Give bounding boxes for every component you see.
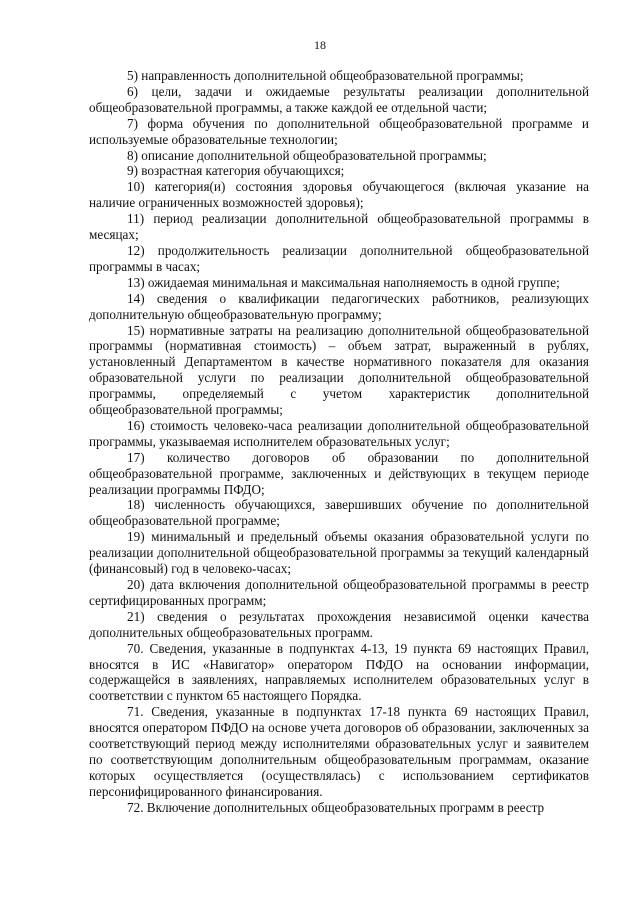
paragraph-item-20: 20) дата включения дополнительной общеобразовательной программы в реестр сертифицированных программ; xyxy=(89,577,589,608)
paragraph-item-7: 7) форма обучения по дополнительной общеобразовательной программе и используемые образовательные технологии; xyxy=(89,115,589,147)
paragraph-item-16: 16) стоимость человеко-часа реализации дополнительной общеобразовательной программы, указываемая исполнителем образовательных услуг; xyxy=(89,417,589,449)
body-text xyxy=(89,68,589,816)
paragraph-item-10: 10) категория(и) состояния здоровья обучающегося (включая указание на наличие ограниченных возможностей здоровья); xyxy=(89,179,589,211)
paragraph-item-14: 14) сведения о квалификации педагогических работников, реализующих дополнительную общеобразовательную программу; xyxy=(89,290,589,322)
paragraph-item-9: 9) возрастная категория обучающихся; xyxy=(127,163,345,179)
paragraph-item-15: 15) нормативные затраты на реализацию дополнительной общеобразовательной программы (нормативная стоимость) – объем затрат, выраженный в рублях, установленный Департаментом в качестве нормативного показателя для оказания образовательной услуги по реализации дополнительной общеобразовательной программы, определяемый с учетом характеристик дополнительной общеобразовательной программы; xyxy=(89,322,589,418)
paragraph-item-12: 12) продолжительность реализации дополнительной общеобразовательной программы в часах; xyxy=(89,242,589,274)
paragraph-item-21: 21) сведения о результатах прохождения независимой оценки качества дополнительных общеобразовательных программ. xyxy=(89,608,589,640)
paragraph-item-5: 5) направленность дополнительной общеобразовательной программы; xyxy=(127,68,524,83)
paragraph-72: 72. Включение дополнительных общеобразовательных программ в реестр xyxy=(127,799,545,815)
paragraph-item-6: 6) цели, задачи и ожидаемые результаты реализации дополнительной общеобразовательной программы, а также каждой ее отдельной части; xyxy=(89,83,589,115)
paragraph-item-17: 17) количество договоров об образовании по дополнительной общеобразовательной программе, заключенных и действующих в текущем периоде реализации программы ПФДО; xyxy=(89,449,589,497)
paragraph-item-19: 19) минимальный и предельный объемы оказания образовательной услуги по реализации дополнительной общеобразовательной программы за текущий календарный (финансовый) год в человеко-часах; xyxy=(89,529,589,577)
page-number: 18 xyxy=(314,38,326,52)
paragraph-item-8: 8) описание дополнительной общеобразовательной программы; xyxy=(127,147,487,163)
paragraph-71: 71. Сведения, указанные в подпунктах 17-18 пункта 69 настоящих Правил, вносятся оператором ПФДО на основе учета договоров об образовании, заключенных за соответствующий период между исполнителями образовательных услуг и заявителем по соответствующим дополнительным общеобразовательным программам, оказание которых осуществляется (осуществлялась) с использованием сертификатов персонифицированного финансирования. xyxy=(89,704,589,799)
paragraph-70: 70. Сведения, указанные в подпунктах 4-13, 19 пункта 69 настоящих Правил, вносятся в ИС «Навигатор» оператором ПФДО на основании информации, содержащейся в заявлениях, направляемых исполнителем образовательных услуг в соответствии с пунктом 65 настоящего Порядка. xyxy=(89,640,589,704)
paragraph-item-11: 11) период реализации дополнительной общеобразовательной программы в месяцах; xyxy=(89,211,589,243)
paragraph-item-13: 13) ожидаемая минимальная и максимальная наполняемость в одной группе; xyxy=(127,274,560,290)
paragraph-item-18: 18) численность обучающихся, завершивших обучение по дополнительной общеобразовательной программе; xyxy=(89,497,589,529)
